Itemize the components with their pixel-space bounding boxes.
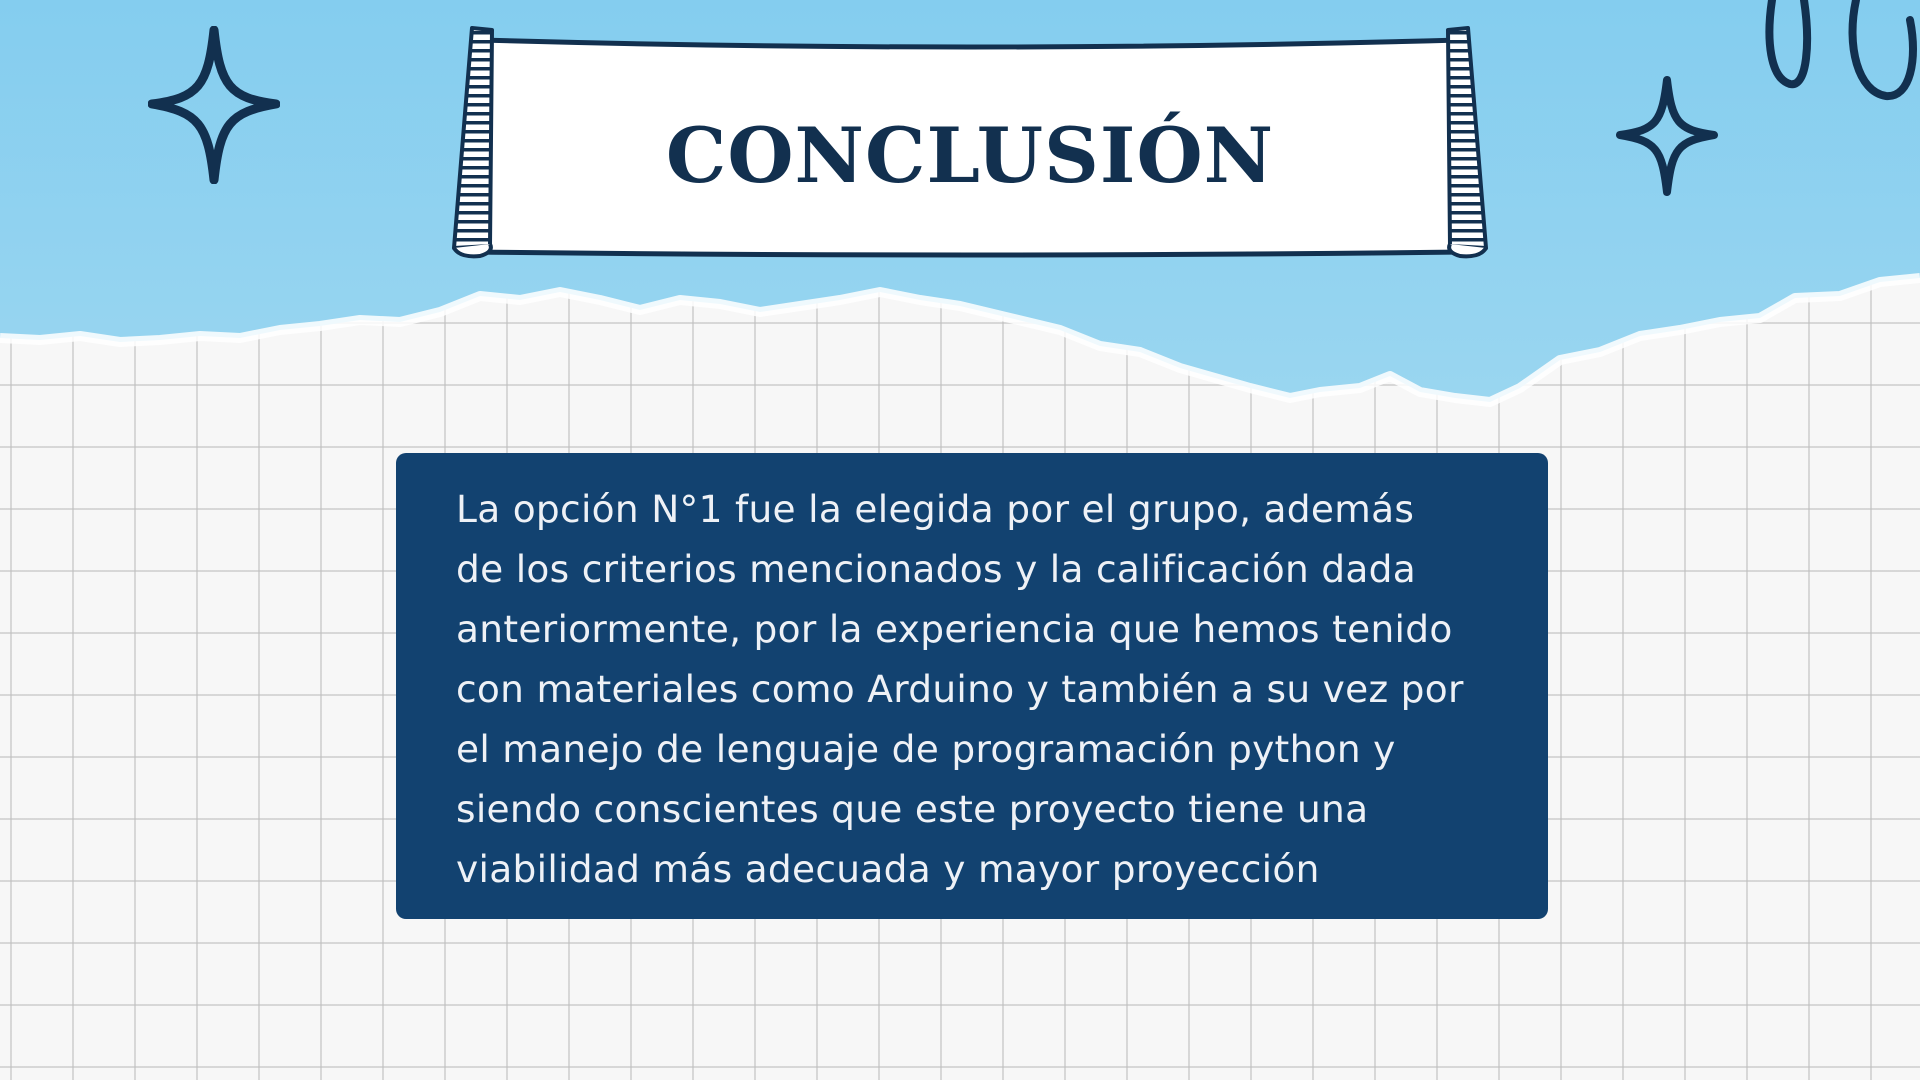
slide-title: CONCLUSIÓN [665, 110, 1275, 200]
body-line: siendo conscientes que este proyecto tiene una [456, 787, 1369, 831]
body-line: viabilidad más adecuada y mayor proyección [456, 847, 1320, 891]
body-line: con materiales como Arduino y también a su vez por [456, 667, 1464, 711]
sparkle-icon [1616, 76, 1718, 196]
body-line: La opción N°1 fue la elegida por el grupo, además [456, 487, 1415, 531]
conclusion-text-box [396, 453, 1548, 919]
sparkle-icon [148, 26, 280, 184]
body-line: anteriormente, por la experiencia que hemos tenido [456, 607, 1453, 651]
squiggle-doodle [1760, 0, 1920, 110]
body-line: de los criterios mencionados y la calificación dada [456, 547, 1416, 591]
body-line: el manejo de lenguaje de programación python y [456, 727, 1396, 771]
